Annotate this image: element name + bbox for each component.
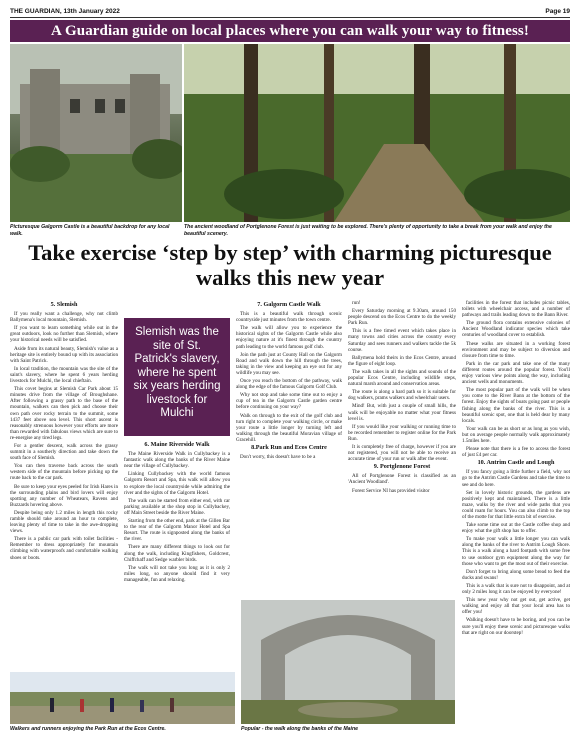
paragraph: Forest Service NI has provided visitor — [352, 487, 430, 494]
paragraph: run! — [352, 300, 361, 306]
paragraph: Mind! But, with just a couple of small hills, the walk will be enjoyable no matter what your fitness level is. — [348, 403, 456, 422]
section-heading: 8.Park Run and Ecos Centre — [251, 443, 327, 451]
paragraph: Why not stop and take some time out to enjoy a cup of tea in the Galgorm Castle garden centre before continuing on your way? — [236, 392, 342, 411]
paragraph: Please note that there is a fee to access the forest of just £4 per car. — [462, 446, 570, 459]
paragraph: Join the path just at County Hall on the Galgorm Road and walk down the hill through the trees, taking in the view and keeping an eye out for any wildlife you may see. — [236, 351, 342, 376]
paragraph: The walk will allow you to experience the historical sights of the Galgorm Castle while also enjoying nature at it's finest through the country path leading to the world famous golf club. — [236, 325, 342, 350]
section-heading: 7. Galgorm Castle Walk — [257, 301, 321, 308]
paragraph: If you would like your walking or running time to be recorded remember to register online for the Park Run. — [348, 423, 456, 442]
paragraph: This covet begins at Slemish Car Park about 15 minutes drive from the village of Broughshane. After following a grassy path to the base of the mountain, walkers can then pick and choose their own path over rocky terrain to the summit, some 1437 feet above sea level. This short ascent is reasonably strenuous however your efforts are more than rewarded with fabulous views which are sure to re-energise any tired legs. — [10, 386, 118, 441]
paragraph: Walking doesn't have to be boring, and you can be sure you'll enjoy these scenic and picturesque walks that are right on our doorstep! — [462, 617, 570, 636]
paragraph: The walk takes in all the sights and sounds of the popular Ecos Centre, including wildlife steps, natural marsh around and conservation areas. — [348, 368, 456, 388]
paragraph: If you want to learn something while out in the great outdoors, look no further than Slemish, where your historical needs will be satisfied. — [10, 325, 118, 344]
paragraph: Set in lovely historic grounds, the gardens are positively kept and maintained. There is a little maze, walks by the river and wide paths that you could roam for hours. You can also climb to the top of the motte for that little extra bit of exercise. — [462, 489, 570, 520]
paragraph: The walk will not take you long as it is only 2 miles long, so anyone should find it very manageable, fun and relaxing. — [124, 564, 230, 583]
column-maine — [124, 440, 230, 672]
section-heading: 9. Portglenone Forest — [373, 463, 431, 471]
section-heading: 5. Slemish — [50, 301, 78, 308]
paragraph: In local tradition, the mountain was the site of the saint's slavery, where he spent 6 years herding livestock for Mulchi, the local chieftain. — [10, 365, 118, 385]
column-portglenone-antrim — [462, 300, 570, 730]
paragraph: All of Portglenone Forest is classified as an 'Ancient Woodland'. — [348, 473, 456, 486]
paragraph: This is a walk that is sure not to disappoint, and at only 2 miles long it can be enjoyed by everyone! — [462, 582, 570, 596]
paragraph: To make your walk a little longer you can walk along the banks of the river to Antrim Lough Shore. This is a walk along a hard footpath with some free to use outdoor gym equipment along the way for those who want to get the most out of their exercise. — [462, 536, 570, 567]
column-slemish — [10, 300, 118, 678]
paragraph: The Maine Riverside Walk in Cullybackey is a fantastic walk along the banks of the River Maine near the village of Cullybackey. — [124, 451, 230, 470]
paragraph: Once you reach the bottom of the pathway, walk along the edge of the famous Galgorm Golf Club. — [236, 378, 342, 391]
paragraph: For a gentler descent, walk across the grassy summit in a southerly direction and take down the south face of Slemish. — [10, 442, 118, 462]
paragraph: Linking Cullybackey with the world famous Galgorm Resort and Spa, this walk will allow you to explore the local countryside while admiring the river and the sights of the Galgorm Hotel. — [124, 471, 230, 496]
paragraph: Ballymena hold theirs in the Ecos Centre, around the figure of eight loop. — [348, 354, 456, 367]
pull-quote — [124, 318, 230, 436]
section-heading: 6. Maine Riverside Walk — [144, 441, 210, 448]
paragraph: The ground flora contains extensive colonies of Ancient Woodland indicator species which take centuries of woodland cover to establish. — [462, 320, 570, 339]
photo-captions — [10, 224, 570, 238]
paragraph: Starting from the other end, park at the Gillen Bar to the rear of the Galgorm Manor Hotel and Spa Resort. The route is signposted along the banks of the river. — [124, 518, 230, 543]
paragraph: There is a public car park with toilet facilities - Remember to dress appropriately for mountain climbing with waterproofs and comfortable walking shoes or boots. — [10, 536, 118, 561]
paragraph: There are many different things to look out for along the walk, including Kingfishers, Goldcrest, Chiffchaff and Sedge warbler birds. — [124, 544, 230, 563]
masthead-left: THE GUARDIAN, 13th January 2022 — [10, 8, 120, 15]
castle-caption: Picturesque Galgorm Castle is a beautiful backdrop for any local walk. — [10, 224, 170, 237]
paragraph: facilities in the forest that includes picnic tables, toilets with wheelchair access, and a number of pathways and trails leading down to the Bann River. — [462, 300, 570, 319]
paragraph: The walk can be started from either end, with car parking available at the shop stop in Cullybackey, off Main Street beside the River Maine. — [124, 497, 230, 516]
paragraph: You can then traverse back across the south western side of the mountain before picking up the route back to the car park. — [10, 463, 118, 482]
photo-strip — [10, 44, 570, 222]
paragraph: Aside from its natural beauty, Slemish's value as a heritage site is entirely bound up with its association with Saint Patrick. — [10, 345, 118, 364]
column-park-run — [348, 300, 456, 672]
paragraph: If you really want a challenge, why not climb Ballymena's local mountain, Slemish. — [10, 311, 118, 324]
paragraph: This is a beautiful walk through scenic countryside just minutes from the town centre. — [236, 311, 342, 324]
paragraph: Don't worry, this doesn't have to be a — [240, 454, 316, 461]
paragraph: These walks are situated in a working forest environment and may be subject to diversion and closure from time to time. — [462, 340, 570, 359]
paragraph: This is a free timed event which takes place in many towns and cities across the country every Saturday and sees runners and walkers tackle the 5k course. — [348, 328, 456, 353]
masthead — [10, 6, 570, 18]
paragraph: The most popular part of the walk will be when you come to the River Bann at the bottom of the forest. Enjoy the sights of boats going past or people fishing along the banks of the river. This is a beautiful scenic spot, one that is held dear by many locals. — [462, 387, 570, 424]
maine-caption: Popular - the walk along the banks of the Maine — [241, 726, 359, 732]
paragraph: This new year why not get out, get active, get walking and enjoy all that your local area has to offer you! — [462, 597, 570, 616]
paragraph: Take some time out at the Castle coffee shop and enjoy what the gift shop has to offer. — [462, 522, 570, 535]
paragraph: Despite being only 1.2 miles in length this rocky ramble should take around an hour to complete, leaving plenty of time to take in the awe-dropping views. — [10, 509, 118, 535]
paragraph: Don't forget to bring along some bread to feed the ducks and swans! — [462, 568, 570, 581]
paragraph: Walk on through to the exit of the golf club and turn right to complete your walking circle, or make your route a little longer by turning left and walking through the beautiful Moravian village of Gracehill. — [236, 412, 342, 443]
park-run-photo — [10, 672, 235, 724]
pull-quote-text: Slemish was the site of St. Patrick's slavery, where he spent six years herding livestock for Mulchi — [133, 326, 221, 419]
paragraph: Every Saturday morning at 9.30am, around 150 people descend on the Ecos Centre to do the weekly Park Run. — [348, 308, 456, 327]
banner-text: A Guardian guide on local places where you can walk your way to fitness! — [51, 22, 529, 39]
paragraph: The route is along a hard path so it is suitable for dog walkers, prams walkers and wheelchair users. — [348, 389, 456, 402]
section-heading: 10. Antrim Castle and Lough — [477, 459, 555, 467]
forest-photo — [184, 44, 570, 222]
paragraph: Be sure to keep your eyes peeled for Irish Hares in the surrounding plains and bird lovers will enjoy spotting any number of Wheatears, Ravens and Buzzards hovering above. — [10, 483, 118, 508]
column-galgorm — [236, 300, 342, 640]
paragraph: Your walk can be as short or as long as you wish, but on average people normally walk approximately 1.5miles here. — [462, 425, 570, 444]
park-run-caption: Walkers and runners enjoying the Park Run at the Ecos Centre. — [10, 726, 166, 732]
paragraph: If you fancy going a little further a field, why not go to the Antrim Castle Gardens and take the time to see and do here. — [462, 469, 570, 488]
paragraph: It is completely free of charge, however if you are not registered, you will not be able to receive an accurate time of your run or walk after the event. — [348, 443, 456, 463]
page-number: Page 19 — [545, 8, 570, 15]
castle-photo — [10, 44, 182, 222]
paragraph: Park in the car park and take one of the many different routes around the popular forest. You'll enjoy various view points along the way, including ancient wells and monuments. — [462, 360, 570, 386]
banner — [10, 20, 570, 42]
forest-caption: The ancient woodland of Portglenone Forest is just waiting to be explored. There's plenty of opportunity to take a break from your walk and enjoy the beautiful scenery. — [184, 224, 552, 237]
headline: Take exercise ‘step by step’ with charming picturesque walks this new year — [28, 240, 552, 290]
